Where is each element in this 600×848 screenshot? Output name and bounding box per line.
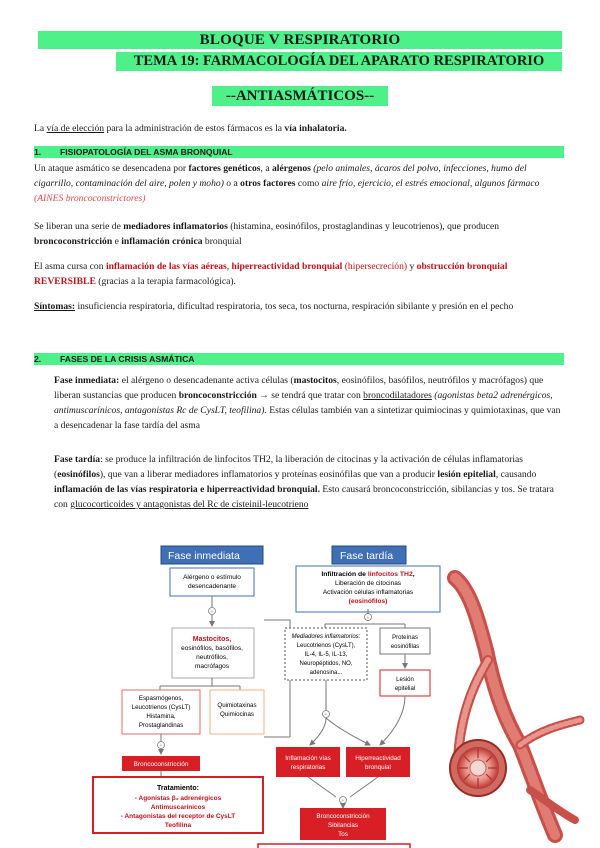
tratamiento-line-4: Teofilina	[164, 822, 192, 829]
hiperreactividad-line-2: bronquial	[365, 764, 391, 771]
inflamacion-line-1: Inflamación vías	[285, 755, 331, 762]
inflamacion-line-2: respiratorias	[290, 764, 326, 771]
paragraph-triggers: Un ataque asmático se desencadena por factores genéticos, a alérgenos (pelo animales, ácaros del polvo, infecciones, humo del cigarrillo, contaminación del aire, polen y moho) o a otros factores como aire frío, ejercicio, el estrés emocional, algunos fármaco (AINES broncoconstrictores)	[34, 163, 540, 204]
bloque-header: BLOQUE V RESPIRATORIO	[38, 31, 562, 49]
mediadores-inf-line-1: Leucotrienos (CysLT),	[296, 643, 356, 649]
hiperreactividad-box	[346, 747, 410, 777]
tratamiento-line-3: - Antagonistas del receptor de CysLT	[120, 813, 236, 820]
mediators-line-4: Prostaglandinas	[138, 722, 184, 729]
infiltracion-line-1: Infiltración de linfocitos TH2,	[321, 571, 415, 578]
tratamiento-line-1: - Agonistas β₂ adrenérgicos	[134, 795, 222, 802]
tratamiento-line-2: Antimuscarínicos	[150, 804, 206, 811]
hiperreactividad-line-1: Hiperreactividad	[355, 755, 401, 762]
lesion-box	[380, 670, 430, 696]
broncoconstriccion-label-1: Broncoconstricción	[133, 761, 189, 768]
lesion-line-1: Lesión	[396, 677, 414, 683]
cells-line-3: macrófagos	[195, 663, 229, 670]
alergeno-box	[170, 568, 254, 596]
mediators-line-2: Leucotrienos (CysLT)	[131, 704, 191, 711]
cut-off-box	[258, 844, 410, 848]
infiltracion-line-2: Liberación de citocinas	[334, 580, 402, 587]
mediadores-inf-title: Mediadores inflamatorios:	[291, 634, 361, 640]
plus-4: +	[324, 712, 328, 719]
cells-line-1: eosinófilos, basófilos,	[181, 645, 243, 652]
paragraph-fase-tardia: Fase tardía: se produce la infiltración de linfocitos TH2, la liberación de citocinas y la activación de células inflamatorias (eosinófilos), que van a liberar mediadores inflamatorios y proteínas eosinófilas que van a producir lesión epitelial, causando inflamación de las vías respiratoria e hiperreactividad bronquial. Esto causará broncoconstricción, sibilancias y tos. Se tratara con glucocorticoides y antagonistas del Rc de cisteinil-leucotrieno	[54, 454, 554, 510]
mastocitos-label: Mastocitos,	[192, 636, 232, 643]
plus-3: +	[366, 615, 370, 622]
section-1-heading: 1. FISIOPATOLOGÍA DEL ASMA BRONQUIAL	[34, 146, 564, 158]
proteinas-line-2: eosinófilas	[390, 644, 420, 650]
inflamacion-box	[276, 747, 340, 777]
paragraph-symptoms: Síntomas: insuficiencia respiratoria, dificultad respiratoria, tos seca, tos nocturna, respiración sibilante y presión en el pecho	[34, 301, 514, 312]
section-2-heading: 2. FASES DE LA CRISIS ASMÁTICA	[34, 353, 564, 365]
plus-1: +	[210, 609, 214, 616]
alergeno-line-2: desencadenante	[187, 583, 237, 590]
paragraph-asthma-course: El asma cursa con inflamación de las vías aéreas, hiperreactividad bronquial (hipersecreción) y obstrucción bronquial REVERSIBLE (gracias a la terapia farmacológica).	[34, 261, 508, 287]
mediadores-inf-line-4: adenosina...	[309, 670, 343, 676]
cells-line-2: neutrófilos,	[196, 654, 228, 661]
lesion-line-2: epitelial	[394, 686, 416, 692]
plus-2: +	[159, 743, 163, 750]
plus-5: +	[341, 798, 345, 805]
bronchi-illustration	[450, 578, 580, 835]
bronco2-line-1: Broncoconstricción	[316, 813, 370, 820]
alergeno-line-1: Alérgeno o estímulo	[183, 574, 241, 581]
mediadores-inf-line-2: IL-4, IL-5, IL-13,	[304, 652, 348, 658]
infiltracion-line-3: Activación células inflamatorias	[322, 589, 414, 596]
proteinas-box	[380, 628, 430, 654]
quimiotaxinas-line-1: Quimiotaxinas	[217, 702, 257, 709]
paragraph-fase-inmediata: Fase inmediata: el alérgeno o desencadenante activa células (mastocitos, eosinófilos, basófilos, neutrófilos y macrófagos) que liberan sustancias que producen broncoconstricción → se tendrá que tratar con broncodilatadores (agonistas beta2 adrenérgicos, antimuscarínicos, antagonistas Rc de CysLT, teofilina). Estas células también van a sintetizar quimiocinas y quimiotaxinas, que van a desencadenar la fase tardía del asma	[54, 375, 561, 431]
bronco2-line-2: Sibilancias	[327, 822, 359, 829]
fase-tardia-label: Fase tardía	[340, 550, 394, 562]
mediadores-inf-line-3: Neuropéptidos, NO,	[299, 661, 353, 667]
tratamiento-title: Tratamiento:	[156, 785, 200, 792]
mediators-line-1: Espasmógenos,	[138, 695, 184, 702]
fase-inmediata-label: Fase inmediata	[168, 550, 240, 562]
mediators-line-3: Histamina,	[146, 713, 176, 720]
proteinas-line-1: Proteínas	[392, 635, 418, 641]
bronco2-line-3: Tos	[338, 831, 348, 838]
quimiotaxinas-line-2: Quimiocinas	[219, 711, 255, 718]
antiasmaticos-header: --ANTIASMÁTICOS--	[212, 86, 388, 106]
tema-header: TEMA 19: FARMACOLOGÍA DEL APARATO RESPIRATORIO	[116, 52, 562, 71]
infiltracion-line-4: (eosinófilos)	[348, 598, 388, 605]
paragraph-mediators: Se liberan una serie de mediadores inflamatorios (histamina, eosinófilos, prostaglandinas y leucotrienos), que producen broncoconstricción e inflamación crónica bronquial	[34, 221, 500, 247]
intro-paragraph: La vía de elección para la administración de estos fármacos es la vía inhalatoria.	[34, 123, 347, 134]
